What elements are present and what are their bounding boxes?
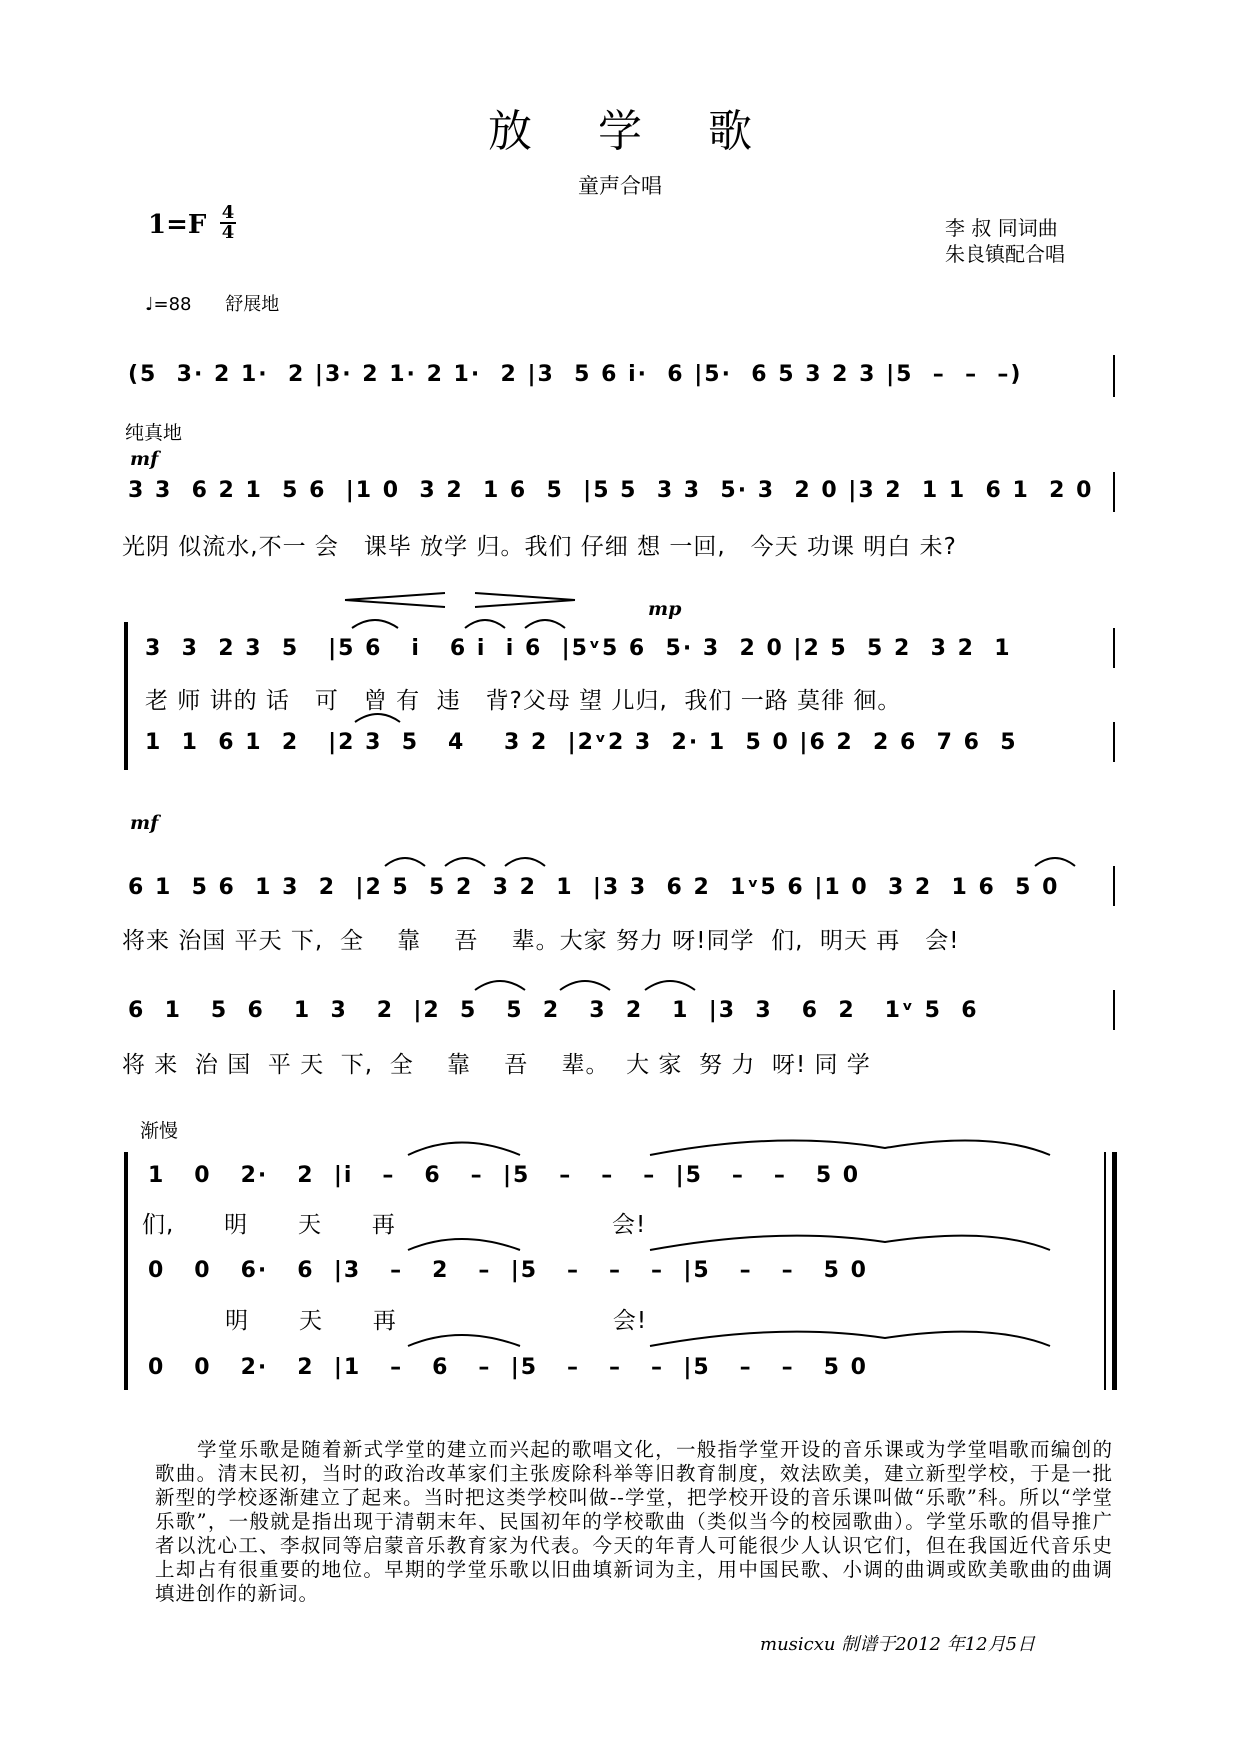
- essay-paragraph: 学堂乐歌是随着新式学堂的建立而兴起的歌唱文化，一般指学堂开设的音乐课或为学堂唱歌而编创的歌曲。清末民初，当时的政治改革家们主张废除科举等旧教育制度，效法欧美，建立新型学校，于是一批新型的学校逐渐建立了起来。当时把这类学校叫做--学堂，把学校开设的音乐课叫做“乐歌”科。所以“学堂乐歌”，一般就是指出现于清朝末年、民国初年的学校歌曲（类似当今的校园歌曲）。学堂乐歌的倡导推广者以沈心工、李叔同等启蒙音乐教育家为代表。今天的年青人可能很少人认识它们，但在我国近代音乐史上却占有很重要的地位。早期的学堂乐歌以旧曲填新词为主，用中国民歌、小调的曲调或欧美歌曲的曲调填进创作的新词。: [155, 1438, 1113, 1605]
- credit-arranger: 朱良镇配合唱: [945, 242, 1065, 266]
- lyrics-line: 光阴 似流水,不一 会 课毕 放学 归。我们 仔细 想 一回, 今天 功课 明白 未?: [122, 534, 957, 560]
- expression-marking: 渐慢: [140, 1120, 179, 1142]
- tie: [408, 1335, 520, 1346]
- decrescendo-hairpin: [475, 593, 575, 607]
- lyrics-line: 将 来 治 国 平 天 下, 全 靠 吾 辈。 大 家 努 力 呀! 同 学: [122, 1052, 871, 1078]
- melody-notes: 6 1 5 6 1 3 2 |2 5 5 2 3 2 1 |3 3 6 2 1ᵛ 5 6: [128, 998, 979, 1023]
- slur: [352, 620, 398, 628]
- voice2-notes: 0 0 6· 6 |3 – 2 – |5 – – – |5 – – 5 0: [148, 1258, 868, 1283]
- slur: [560, 981, 610, 990]
- melody-notes: 6 1 5 6 1 3 2 |2 5 5 2 3 2 1 |3 3 6 2 1ᵛ5 6 |1 0 3 2 1 6 5 0: [128, 875, 1060, 900]
- credit-composer: 李 叔 同词曲: [945, 216, 1058, 240]
- intro-notes: (5 3· 2 1· 2 |3· 2 1· 2 1· 2 |3 5 6 i· 6 |5· 6 5 3 2 3 |5 – – –): [128, 362, 1023, 387]
- voice1-lyrics: 们, 明 天 再 会!: [142, 1212, 647, 1238]
- song-title: 放学歌: [488, 106, 818, 157]
- upper-voice-notes: 3 3 2 3 5 |5 6 i 6 i i 6 |5ᵛ5 6 5· 3 2 0 |2 5 5 2 3 2 1: [145, 636, 1012, 661]
- slur: [1035, 858, 1075, 866]
- voice3-notes: 0 0 2· 2 |1 – 6 – |5 – – – |5 – – 5 0: [148, 1355, 868, 1380]
- slur: [355, 714, 400, 722]
- slur: [385, 858, 425, 866]
- tie: [408, 1239, 520, 1250]
- dynamic-marking: mf: [130, 448, 159, 470]
- song-subtitle: 童声合唱: [578, 174, 662, 198]
- dynamic-marking: mp: [648, 598, 682, 620]
- melody-notes: 3 3 6 2 1 5 6 |1 0 3 2 1 6 5 |5 5 3 3 5· 3 2 0 |3 2 1 1 6 1 2 0: [128, 478, 1094, 503]
- voice2-lyrics: 明 天 再 会!: [142, 1308, 648, 1334]
- tie: [408, 1143, 520, 1156]
- slur: [475, 981, 525, 990]
- time-signature-top: 4: [221, 202, 235, 223]
- slur: [645, 981, 695, 990]
- crescendo-hairpin: [345, 593, 445, 607]
- tie: [650, 1236, 1050, 1250]
- tie: [650, 1332, 1050, 1346]
- lower-voice-notes: 1 1 6 1 2 |2 3 5 4 3 2 |2ᵛ2 3 2· 1 5 0 |6 2 2 6 7 6 5: [145, 730, 1018, 755]
- slur: [505, 858, 545, 866]
- slur: [445, 858, 485, 866]
- tempo-value: ♩=88: [145, 294, 192, 315]
- lyrics-line: 老 师 讲的 话 可 曾 有 违 背?父母 望 儿归, 我们 一路 莫徘 徊。: [145, 688, 902, 714]
- lyrics-line: 将来 治国 平天 下, 全 靠 吾 辈。大家 努力 呀!同学 们, 明天 再 会!: [122, 928, 960, 954]
- expression-marking: 纯真地: [125, 422, 183, 444]
- voice1-notes: 1 0 2· 2 |i – 6 – |5 – – – |5 – – 5 0: [148, 1163, 861, 1188]
- time-signature-bottom: 4: [221, 222, 235, 243]
- slur: [465, 620, 505, 628]
- dynamic-marking: mf: [130, 812, 159, 834]
- tempo-expression: 舒展地: [225, 294, 280, 315]
- footer-signature: musicxu 制谱于2012 年12月5日: [760, 1634, 1036, 1655]
- key-signature: 1=F: [148, 210, 207, 240]
- tie: [650, 1140, 1050, 1155]
- slur: [525, 620, 565, 628]
